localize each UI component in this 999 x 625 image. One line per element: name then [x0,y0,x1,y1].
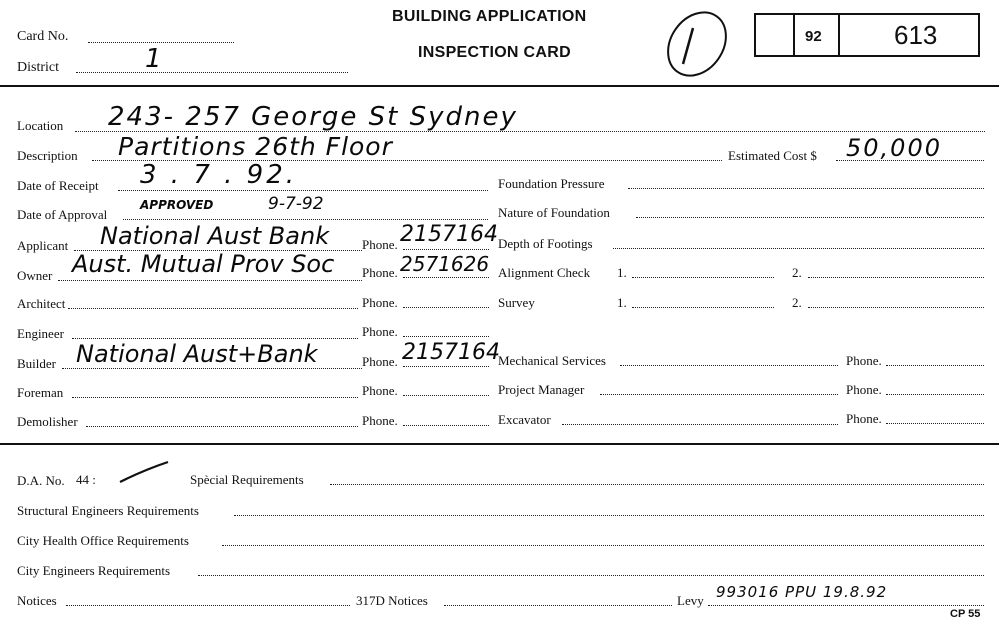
builder-phone-label: Phone. [362,354,398,369]
demolisher-field[interactable] [86,426,358,427]
location-value: 243- 257 George St Sydney [108,102,518,132]
alignment-check-2-label: 2. [792,265,802,280]
box-year: 92 [805,28,822,45]
alignment-check-1-field[interactable] [632,277,774,278]
section-divider [0,85,999,87]
applicant-phone-field[interactable] [403,249,489,250]
engineer-label: Engineer [17,326,64,341]
levy-label: Levy [677,593,704,608]
structural-field[interactable] [234,515,984,516]
box-divider [838,13,840,57]
district-value: 1 [145,44,162,74]
builder-value: National Aust+Bank [76,340,318,368]
receipt-field[interactable] [118,190,488,191]
architect-label: Architect [17,296,66,311]
receipt-value: 3 . 7 . 92. [140,160,298,190]
engineer-phone-label: Phone. [362,324,398,339]
excavator-field[interactable] [562,424,838,425]
estimated-cost-value: 50,000 [846,134,942,162]
notices-label: Notices [17,593,57,608]
receipt-label: Date of Receipt [17,178,99,193]
approval-label: Date of Approval [17,207,108,222]
applicant-phone: 2157164 [400,222,498,247]
architect-field[interactable] [68,308,358,309]
applicant-phone-label: Phone. [362,237,398,252]
architect-phone-label: Phone. [362,295,398,310]
builder-phone-field[interactable] [403,366,489,367]
levy-field[interactable] [708,605,984,606]
card-no-label: Card No. [17,29,69,44]
foreman-phone-label: Phone. [362,383,398,398]
mechanical-label: Mechanical Services [498,353,606,368]
demolisher-phone-label: Phone. [362,413,398,428]
special-requirements-label: Spècial Requirements [190,472,304,487]
architect-phone-field[interactable] [403,307,489,308]
estimated-cost-label: Estimated Cost $ [728,148,817,163]
applicant-value: National Aust Bank [100,222,330,250]
card-title-line1: BUILDING APPLICATION [392,8,587,25]
foreman-label: Foreman [17,385,64,400]
excavator-phone-label: Phone. [846,411,882,426]
description-label: Description [17,148,78,163]
owner-phone-label: Phone. [362,265,398,280]
foreman-phone-field[interactable] [403,395,489,396]
nature-foundation-label: Nature of Foundation [498,205,610,220]
project-manager-field[interactable] [600,394,838,395]
engineer-field[interactable] [72,338,358,339]
excavator-phone-field[interactable] [886,423,984,424]
depth-footings-label: Depth of Footings [498,236,593,251]
project-manager-phone-field[interactable] [886,394,984,395]
alignment-check-1-label: 1. [617,265,627,280]
builder-field[interactable] [62,368,362,369]
alignment-check-label: Alignment Check [498,265,591,280]
notices-317d-label: 317D Notices [356,593,428,608]
builder-phone: 2157164 [402,340,500,365]
foundation-pressure-label: Foundation Pressure [498,176,605,191]
engineer-phone-field[interactable] [403,336,489,337]
district-field[interactable] [76,72,348,73]
mechanical-phone-field[interactable] [886,365,984,366]
owner-phone-field[interactable] [403,277,489,278]
description-value: Partitions 26th Floor [118,132,393,161]
alignment-check-2-field[interactable] [808,277,984,278]
structural-label: Structural Engineers Requirements [17,503,199,518]
da-stroke-icon [116,458,172,486]
notices-317d-field[interactable] [444,605,672,606]
survey-1-label: 1. [617,295,627,310]
owner-phone: 2571626 [400,252,490,276]
section-divider [0,443,999,445]
levy-value: 993016 PPU 19.8.92 [716,583,888,601]
city-engineers-field[interactable] [198,575,984,576]
owner-label: Owner [17,268,53,283]
nature-foundation-field[interactable] [636,217,984,218]
box-number: 613 [894,20,938,50]
circled-mark-icon [645,6,745,86]
owner-field[interactable] [58,280,362,281]
owner-value: Aust. Mutual Prov Soc [72,250,335,278]
mechanical-phone-label: Phone. [846,353,882,368]
card-no-field[interactable] [88,42,234,43]
mechanical-field[interactable] [620,365,838,366]
location-label: Location [17,118,64,133]
foreman-field[interactable] [72,397,358,398]
card-title-line2: INSPECTION CARD [418,44,571,61]
city-engineers-label: City Engineers Requirements [17,563,171,578]
card-number-box [754,13,980,57]
demolisher-phone-field[interactable] [403,425,489,426]
da-no-label: D.A. No. [17,473,65,488]
box-divider [793,13,795,57]
approval-stamp: APPROVED [140,198,214,212]
applicant-label: Applicant [17,238,69,253]
project-manager-label: Project Manager [498,382,585,397]
project-manager-phone-label: Phone. [846,382,882,397]
approval-field[interactable] [123,219,488,220]
notices-field[interactable] [66,605,350,606]
survey-label: Survey [498,295,535,310]
da-no-value: 44 : [76,472,96,487]
district-label: District [17,60,59,75]
survey-2-label: 2. [792,295,802,310]
special-requirements-field[interactable] [330,484,984,485]
foundation-pressure-field[interactable] [628,188,984,189]
health-field[interactable] [222,545,984,546]
survey-1-field[interactable] [632,307,774,308]
excavator-label: Excavator [498,412,551,427]
form-code: CP 55 [950,608,981,620]
depth-footings-field[interactable] [613,248,984,249]
survey-2-field[interactable] [808,307,984,308]
demolisher-label: Demolisher [17,414,78,429]
builder-label: Builder [17,356,56,371]
health-label: City Health Office Requirements [17,533,189,548]
approval-value: 9-7-92 [268,194,324,214]
